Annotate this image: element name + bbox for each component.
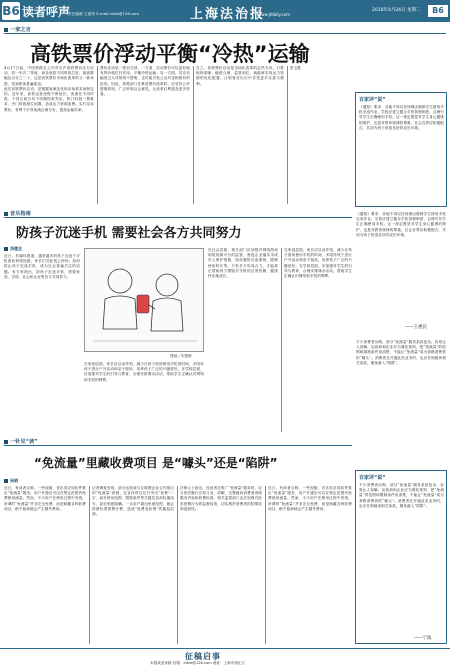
top-headline: 高铁票价浮动平衡“冷热”运输: [30, 42, 310, 66]
column-divider: [281, 248, 282, 432]
top-byline: 张玉胜: [290, 66, 302, 70]
bottom-column-3: [180, 486, 262, 644]
footer: [0, 648, 450, 668]
middle-headline: 防孩子沉迷手机 需要社会各方共同努力: [16, 226, 242, 241]
middle-column-2: [84, 362, 204, 432]
middle-paragraph-2: 在家庭层面，家长应以身作则，减少在孩子面前使用手机的时间，多陪伴孩子进行户外活动和亲子阅读，培养孩子广泛的兴趣爱好。在学校层面，应加强对学生的引导与教育，合理安排课余活动，帮助学生正确认识网络和手机的利弊。: [84, 362, 204, 382]
issue-date: 2018年4月24日 星期二: [372, 8, 421, 13]
right-sidebar-bottom: [355, 470, 447, 644]
column-divider: [97, 66, 98, 204]
sidebar-title: 百家评“说”: [359, 475, 386, 481]
footer-title: 征稿启事: [185, 652, 221, 661]
page-number: B6: [428, 5, 448, 17]
sidebar-title: 百家评“说”: [359, 97, 386, 103]
bottom-paragraph-2: 记者调查发现，部分运营商与互联网企业合作推出的“免流量”套餐，在宣传时往往只突出“免费”二字，而对使用范围、限制条件等关键信息却轻描淡写，甚至刻意隐瞒。一旦用户超出免流范围，就会按照标准资费计费，造成“免费变收费”的尴尬局面。: [92, 486, 174, 517]
top-paragraph-4: 总之，高铁票价浮动是市场化改革的必然方向。只要规则清晰、幅度合理、监管到位，就能够实现运力资源的优化配置，让旅客在出行中享受更多实惠与便利。: [196, 66, 284, 86]
top-column-4: [290, 66, 352, 204]
bottom-headline: “免流量”里藏收费项目 是“噱头”还是“陷阱”: [34, 456, 278, 470]
bottom-signature: ——宁波: [414, 636, 432, 641]
middle-paragraph-1: 近日，有媒体报道，越来越多的孩子沉迷于手机游戏和短视频，家长们对此忧心忡忡。如何防止孩子沉迷手机，成为社会普遍关注的话题。有专家指出，防孩子沉迷手机，需要家庭、学校、社会和企业等各方共同努力。: [4, 254, 80, 279]
right-column-mid: [356, 212, 446, 308]
bottom-rule: [4, 445, 352, 446]
top-paragraph-1: 4月17日起，中国铁路总公司对京沪高铁票价实行浮动，同一车次二等座、商务座按不同时段打折，最高降幅达百分之二十。这是高铁票价市场化改革的又一新举措，受到旅客普遍欢迎。: [4, 66, 94, 86]
top-column-2: [100, 66, 190, 204]
column-name: 读者呼声: [22, 5, 71, 19]
column-logo: B6: [2, 4, 20, 18]
cartoon-drawing: [85, 249, 205, 353]
bottom-section-label: 一针见“读”: [4, 438, 38, 445]
top-paragraph-3: 票价浮动是一把双刃剑。一方面，浮动票价可以更好地发挥价格杠杆作用，平衡冷热运输；另一方面，若浮动幅度过大或规则不透明，也可能引发公众对变相涨价的担忧。因此，铁路部门在推进票价改革时，应坚持公开透明原则，广泛听取社会意见，让改革红利惠及更多旅客。: [100, 66, 190, 97]
column-divider: [177, 486, 178, 644]
middle-column-1: [4, 254, 80, 432]
right-mid-text: 《通知》要求：各地不得以任何理由强制学生使用手机完成作业，学校应建立健全手机管理制度，合理引导学生正确使用手机。这一规定既是对学生身心健康的保护，也是对教育规律的尊重。社会各界应积极配合，共同为孩子营造良好的成长环境。: [356, 212, 446, 237]
bottom-column-2: [92, 486, 174, 644]
column-divider: [89, 486, 90, 644]
cartoon-caption: 漫画 / 朱慧卿: [170, 354, 192, 358]
paper-name: 上海法治报: [190, 7, 266, 22]
column-divider: [193, 66, 194, 204]
middle-rule: [4, 217, 352, 218]
column-divider: [265, 486, 266, 644]
bottom-column-1: [4, 486, 86, 644]
middle-paragraph-2-cont: 在家庭层面，家长应以身作则，减少在孩子面前使用手机的时间，多陪伴孩子进行户外活动和亲子阅读，培养孩子广泛的兴趣爱好。在学校层面，应加强对学生的引导与教育，合理安排课余活动，帮助学生正确认识网络和手机的利弊。: [284, 248, 352, 279]
middle-column-4: [284, 248, 352, 432]
editors-line: 责任编辑 王建荣 E-mail:lrdzb@126.com: [68, 12, 139, 16]
column-divider: [287, 66, 288, 204]
bottom-paragraph-3: 法律人士指出，经营者在推广“免流量”服务时，应当依法履行告知义务，清晰、完整地向消费者说明服务内容和收费标准。相关监管部门也应加强对此类营销行为的监督检查，切实维护消费者的知情权和选择权。: [180, 486, 262, 511]
top-column-1: [4, 66, 94, 204]
top-rule: [4, 33, 446, 34]
top-section-label: 一家之言: [4, 26, 31, 33]
middle-column-3: [208, 248, 278, 432]
right-column-lower: [356, 340, 446, 464]
cartoon-illustration: [84, 248, 204, 352]
middle-paragraph-3: 在社会层面，相关部门应加强对网络游戏和短视频平台的监管，督促企业落实未成年人保护措施，如设置防沉迷系统、限制使用时长等。只有多方形成合力，才能真正帮助孩子摆脱对手机的过度依赖，健康快乐地成长。: [208, 248, 278, 279]
masthead: [0, 0, 450, 22]
bottom-paragraph-1: 近日，有读者反映，一些视频、音乐类应用软件推出“免流量”服务，用户开通后可以在特定范围内免费使用流量。然而，不少用户在使用过程中发现，所谓的“免流量”并非完全免费，而是暗藏各种收费项目，稍不留神就会产生额外费用。: [4, 486, 86, 511]
middle-signature: ——王惠民: [405, 325, 427, 330]
footer-line: 本版欢迎来稿 信箱：lrdzb@126.com 地址：上海市徐汇区: [150, 661, 246, 665]
sidebar-text: 《通知》要求：各地不得以任何理由强制学生使用手机完成作业，学校应建立健全手机管理制度，合理引导学生正确使用手机。这一规定既是对学生身心健康的保护，也是对教育规律的尊重。社会各界应积极配合，共同为孩子营造良好的成长环境。: [359, 105, 444, 130]
bottom-column-4: [268, 486, 352, 644]
right-sidebar-top: [355, 92, 447, 207]
bottom-paragraph-1-cont: 近日，有读者反映，一些视频、音乐类应用软件推出“免流量”服务，用户开通后可以在特定范围内免费使用流量。然而，不少用户在使用过程中发现，所谓的“免流量”并非完全免费，而是暗藏各种收费项目，稍不留神就会产生额外费用。: [268, 486, 352, 511]
website[interactable]: www.jfdaily.com: [258, 12, 291, 17]
bottom-author-label: 吴晓: [4, 478, 18, 484]
top-column-3: [196, 66, 284, 204]
middle-author-label: 汤建全: [4, 246, 22, 252]
middle-section-label: 音乐指南: [4, 210, 31, 217]
right-lower-text: 不少消费者反映，部分“免流量”服务条款复杂，容易让人误解。运营商和企业应当简化规则，把“免流量”的范围和限制条件说清楚，不能让“免流量”成为套路消费者的“噱头”。消费者在开通此类业务时，也应仔细阅读相关条款，避免落入“陷阱”。: [356, 340, 446, 365]
top-paragraph-2: 此次高铁票价浮动，是根据客流变化和市场需求而制定的。近年来，高铁运营里程不断延长，客流在不同时段、不同区间分布不均衡现象突出。热门时段一票难求，冷门时段座位闲置，造成运力资源浪费。实行浮动票价，有利于引导客流合理分布，提高运输效率。: [4, 86, 94, 112]
sidebar-text: 不少消费者反映，部分“免流量”服务条款复杂，容易让人误解。运营商和企业应当简化规则，把“免流量”的范围和限制条件说清楚，不能让“免流量”成为套路消费者的“噱头”。消费者在开通此类业务时，也应仔细阅读相关条款，避免落入“陷阱”。: [359, 483, 444, 508]
